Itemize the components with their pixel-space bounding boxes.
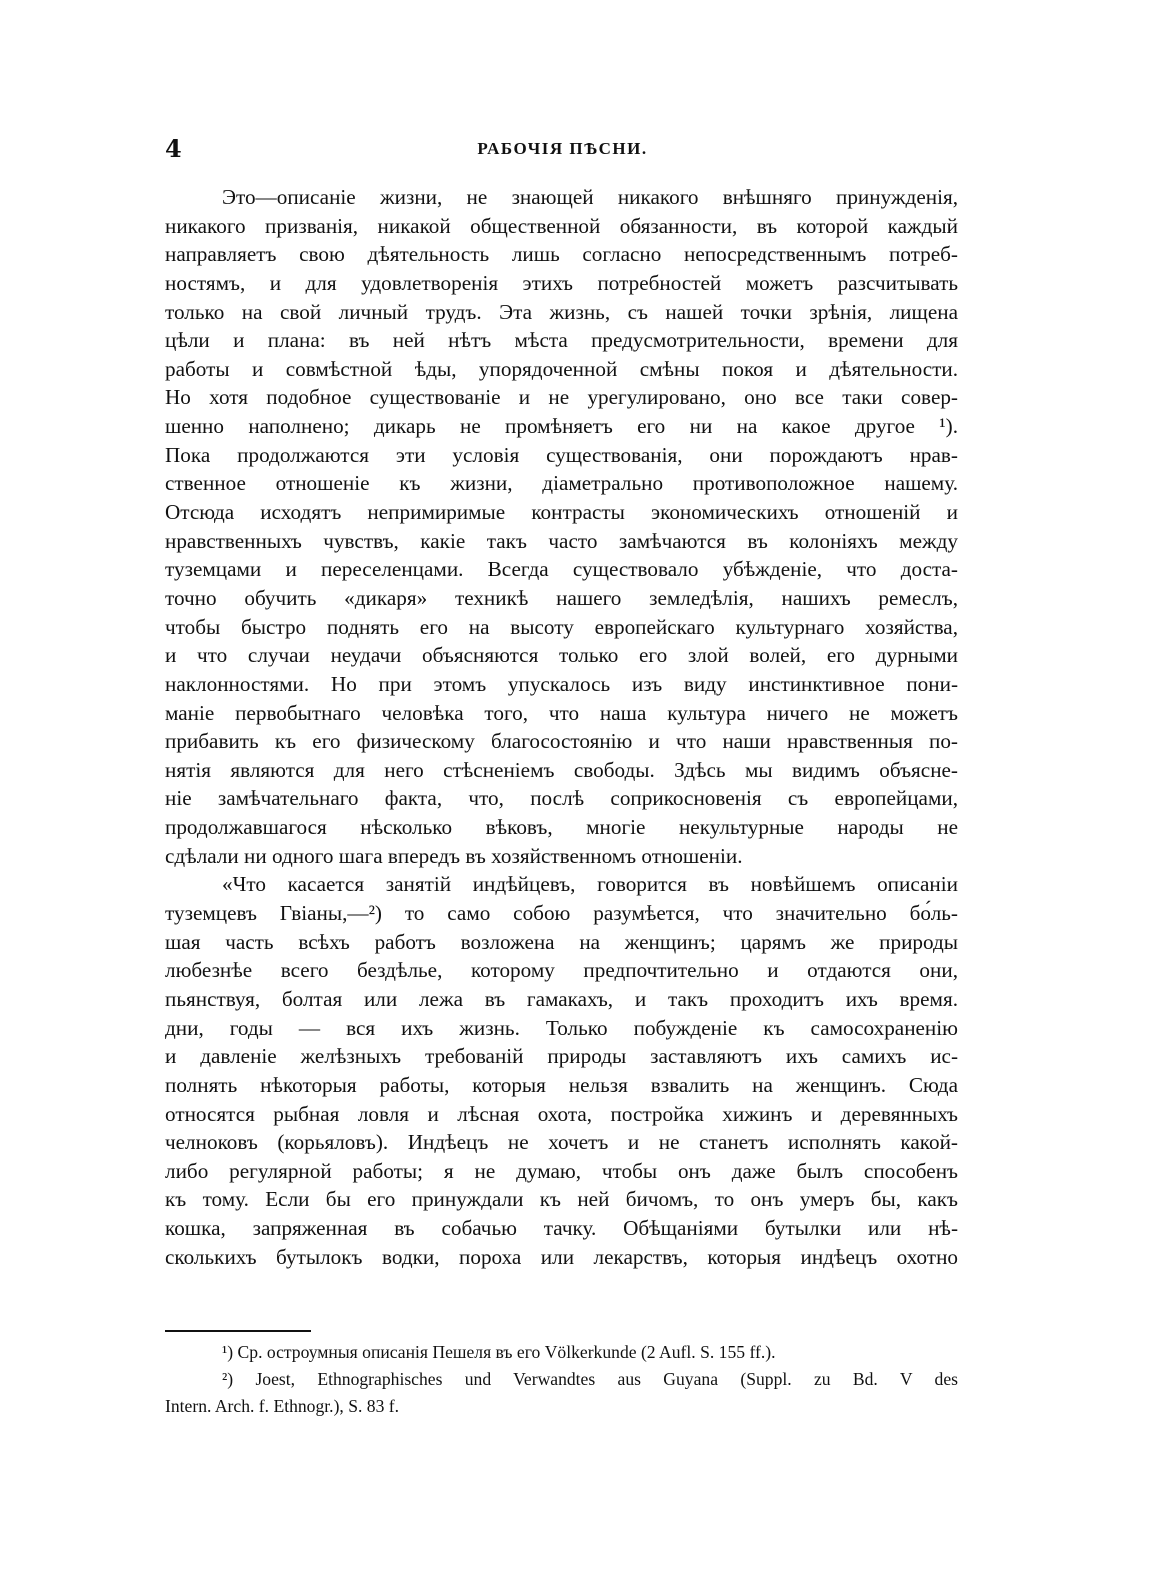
footnote-line: Intern. Arch. f. Ethnogr.), S. 83 f. [165,1396,400,1416]
footnote-line: ²) Joest, Ethnographisches und Verwandtes aus Guyana (Suppl. zu Bd. V des [222,1369,958,1389]
text-line: дни, годы — вся ихъ жизнь. Только побужденіе къ самосохраненію [165,1015,958,1040]
footnotes [165,1339,958,1420]
text-line: кошка, запряженная въ собачью тачку. Обѣщаніями бутылки или нѣ- [165,1216,958,1241]
page-header [165,134,960,164]
text-line: и давленіе желѣзныхъ требованій природы заставляютъ ихъ самихъ ис- [165,1044,958,1069]
text-line: Пока продолжаются эти условія существованія, они порождаютъ нрав- [165,442,958,467]
footnote-divider [165,1330,311,1332]
text-line: сколькихъ бутылокъ водки, пороха или лекарствъ, которыя индѣецъ охотно [165,1244,958,1269]
text-line: шая часть всѣхъ работъ возложена на женщинъ; царямъ же природы [165,929,958,954]
text-line: чтобы быстро поднять его на высоту европейскаго культурнаго хозяйства, [165,614,958,639]
text-line: ностямъ, и для удовлетворенія этихъ потребностей можетъ разсчитывать [165,270,958,295]
text-line: ніе замѣчательнаго факта, что, послѣ соприкосновенія съ европейцами, [165,786,958,811]
text-line: туземцевъ Гвіаны,—²) то само собою разумѣется, что значительно бо́ль- [165,901,958,926]
text-line: шенно наполнено; дикарь не промѣняетъ его ни на какое другое ¹). [165,414,958,439]
text-line: продолжавшагося нѣсколько вѣковъ, многіе некультурные народы не [165,815,958,840]
text-line: Отсюда исходятъ непримиримые контрасты экономическихъ отношеній и [165,500,958,525]
page-number: 4 [165,134,182,163]
footnote-line: ¹) Ср. остроумныя описанія Пешеля въ его Völkerkunde (2 Aufl. S. 155 ff.). [222,1342,776,1362]
text-line: направляетъ свою дѣятельность лишь согласно непосредственнымъ потреб- [165,242,958,267]
text-line: цѣли и плана: въ ней нѣтъ мѣста предусмотрительности, времени для [165,328,958,353]
text-line: никакого призванія, никакой общественной обязанности, въ которой каждый [165,213,958,238]
text-line: работы и совмѣстной ѣды, упорядоченной смѣны покоя и дѣятельности. [165,356,958,381]
text-line: челноковъ (корьяловъ). Индѣецъ не хочетъ и не станетъ исполнять какой- [165,1130,958,1155]
text-line: полнять нѣкоторыя работы, которыя нельзя взвалить на женщинъ. Сюда [165,1072,958,1097]
text-line: «Что касается занятій индѣйцевъ, говорится въ новѣйшемъ описаніи [222,872,958,897]
text-line: Это—описаніе жизни, не знающей никакого внѣшняго принужденія, [222,185,958,209]
text-line: любезнѣе всего бездѣлье, которому предпочтительно и отдаются они, [165,958,958,983]
text-line: маніе первобытнаго человѣка того, что наша культура ничего не можетъ [165,700,958,725]
text-line: Но хотя подобное существованіе и не урегулировано, оно все таки совер- [165,385,958,410]
text-line: относятся рыбная ловля и лѣсная охота, постройка хижинъ и деревянныхъ [165,1101,958,1126]
running-title: РАБОЧІЯ ПѢСНИ. [477,139,648,158]
text-line: только на свой личный трудъ. Эта жизнь, съ нашей точки зрѣнія, лищена [165,299,958,324]
text-line: пьянствуя, болтая или лежа въ гамакахъ, и такъ проходитъ ихъ время. [165,986,958,1011]
text-line: ственное отношеніе къ жизни, діаметрально противоположное нашему. [165,471,958,496]
text-line: и что случаи неудачи объясняются только его злой волей, его дурными [165,643,958,668]
body-text [165,183,958,1271]
text-line: сдѣлали ни одного шага впередъ въ хозяйственномъ отношеніи. [165,843,743,868]
text-line: туземцами и переселенцами. Всегда существовало убѣжденіе, что доста- [165,557,958,582]
text-line: точно обучить «дикаря» техникѣ нашего земледѣлія, нашихъ ремеслъ, [165,585,958,610]
text-line: нятія являются для него стѣсненіемъ свободы. Здѣсь мы видимъ объясне- [165,757,958,782]
text-line: нравственныхъ чувствъ, какіе такъ часто замѣчаются въ колоніяхъ между [165,528,958,553]
text-line: либо регулярной работы; я не думаю, чтобы онъ даже былъ способенъ [165,1158,958,1183]
text-line: наклонностями. Но при этомъ упускалось изъ виду инстинктивное пони- [165,671,958,696]
text-line: къ тому. Если бы его принуждали къ ней бичомъ, то онъ умеръ бы, какъ [165,1187,958,1212]
text-line: прибавить къ его физическому благосостоянію и что наши нравственныя по- [165,729,958,754]
